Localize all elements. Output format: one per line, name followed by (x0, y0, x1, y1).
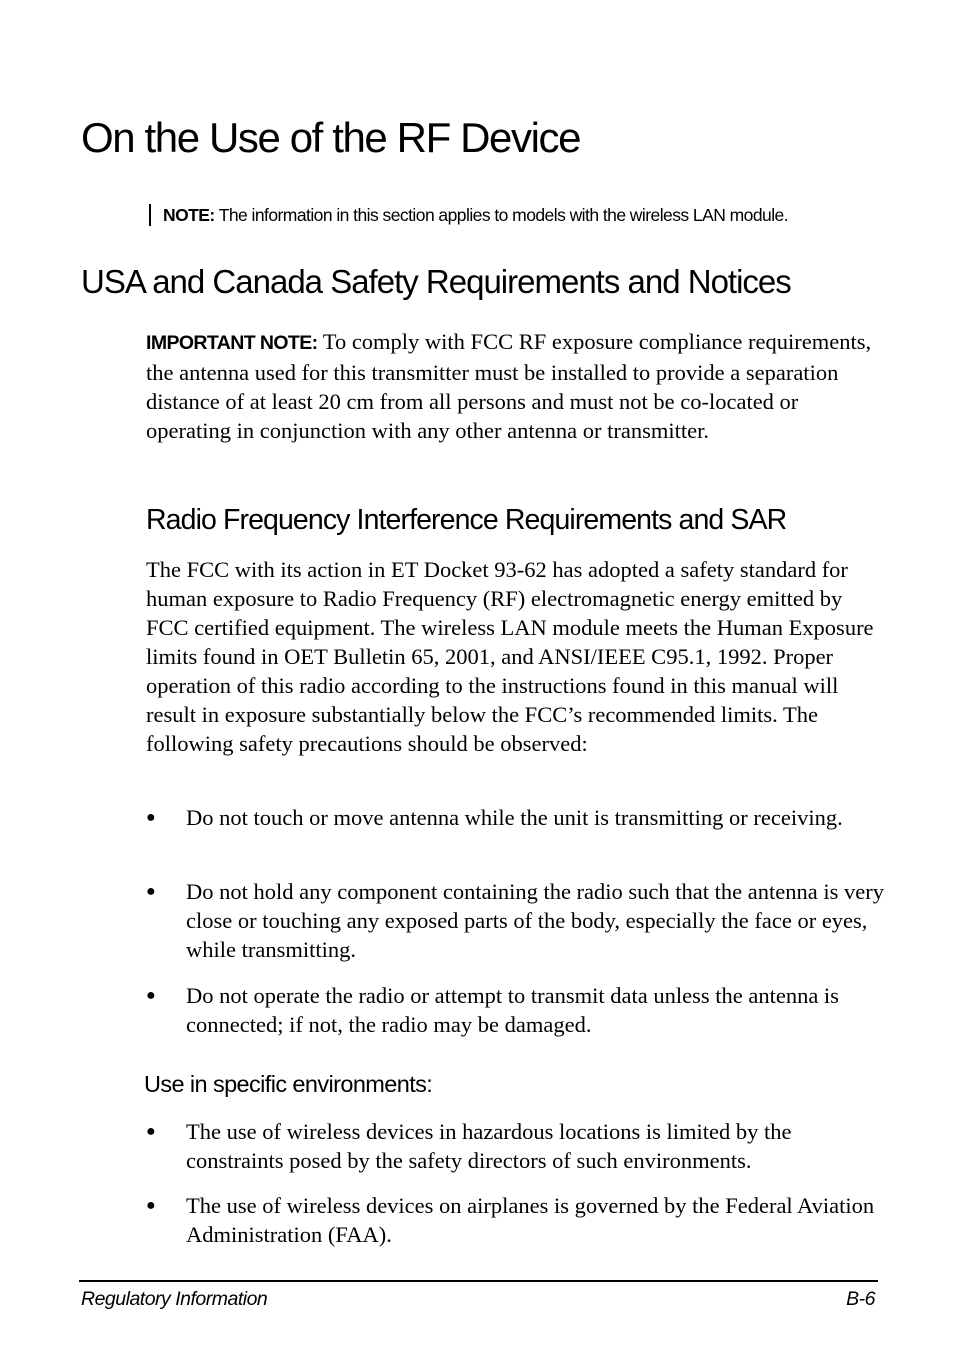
page-number: B-6 (846, 1288, 875, 1310)
bullet-icon: ● (146, 1123, 156, 1140)
footer-section-name: Regulatory Information (81, 1288, 268, 1310)
note-label: NOTE: (163, 205, 215, 225)
note-text: The information in this section applies to models with the wireless LAN module. (214, 205, 789, 225)
section-heading: USA and Canada Safety Requirements and Notices (81, 263, 791, 300)
environments-list (146, 1117, 886, 1175)
rf-paragraph: The FCC with its action in ET Docket 93-62 has adopted a safety standard for human exposure to Radio Frequency (RF) electromagnetic energy emitted by FCC certified equipment. The wireless LAN module meets the Human Exposure limits found in OET Bulletin 65, 2001, and ANSI/IEEE C95.1, 1992. Proper operation of this radio according to the instructions found in this manual will result in exposure substantially below the FCC’s recommended limits. The following safety precautions should be observed: (146, 557, 874, 756)
important-note-text: To comply with FCC RF exposure compliance requirements, the antenna used for this transmitter must be installed to provide a separation distance of at least 20 cm from all persons and must not be co-located or operating in conjunction with any other antenna or transmitter. (146, 329, 872, 443)
list-item (146, 877, 886, 964)
bullet-icon: ● (146, 1197, 156, 1214)
precautions-list-3 (146, 981, 886, 1039)
page-title: On the Use of the RF Device (81, 114, 581, 161)
precautions-list (146, 803, 886, 832)
list-item (146, 803, 886, 832)
subsection-heading: Radio Frequency Interference Requirements and SAR (146, 504, 787, 536)
list-item-text: Do not operate the radio or attempt to transmit data unless the antenna is connected; if not, the radio may be damaged. (186, 983, 839, 1037)
precautions-list-2 (146, 877, 886, 964)
important-note-label: IMPORTANT NOTE: (146, 332, 318, 354)
bullet-icon: ● (146, 883, 156, 900)
footer-divider (79, 1280, 878, 1282)
note-bar (149, 204, 151, 226)
list-item-text: Do not hold any component containing the radio such that the antenna is very close or touching any exposed parts of the body, especially the face or eyes, while transmitting. (186, 879, 884, 962)
important-note-paragraph (146, 327, 886, 445)
bullet-icon: ● (146, 809, 156, 826)
list-item-text: Do not touch or move antenna while the unit is transmitting or receiving. (186, 805, 843, 830)
bullet-icon: ● (146, 987, 156, 1004)
list-item-text: The use of wireless devices on airplanes is governed by the Federal Aviation Administration (FAA). (186, 1193, 875, 1247)
note (149, 203, 788, 227)
list-item (146, 981, 886, 1039)
environments-heading: Use in specific environments: (144, 1071, 433, 1097)
list-item (146, 1191, 886, 1249)
list-item (146, 1117, 886, 1175)
list-item-text: The use of wireless devices in hazardous locations is limited by the constraints posed by the safety directors of such environments. (186, 1119, 792, 1173)
environments-list-2 (146, 1191, 886, 1249)
